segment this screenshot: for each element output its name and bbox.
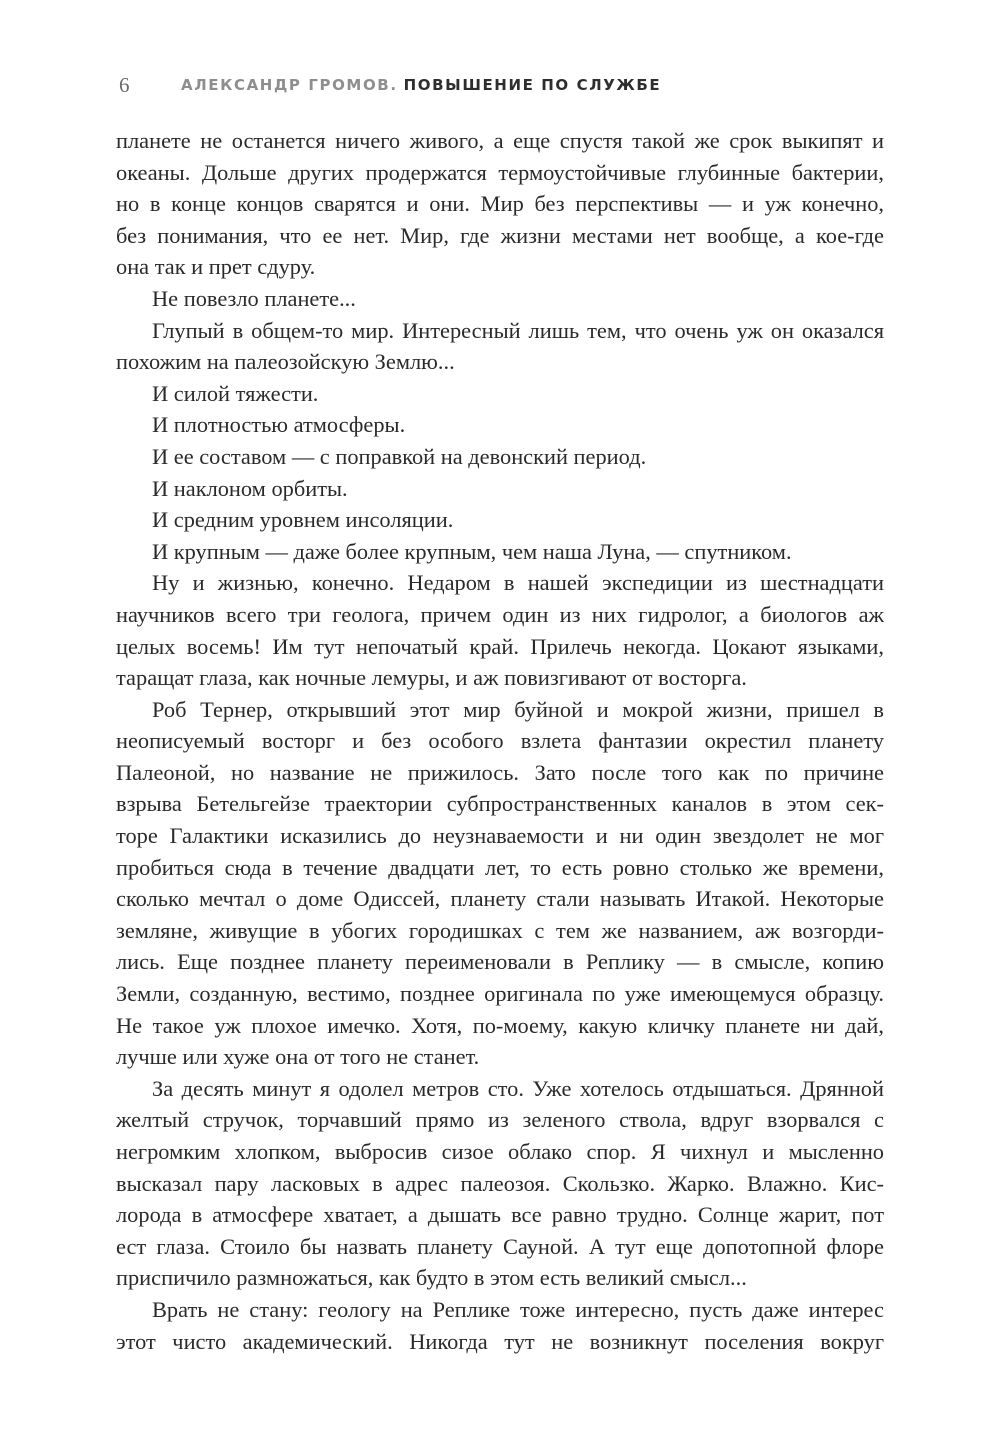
text-line: приспичило размножаться, как будто в этом есть великий смысл... bbox=[116, 1265, 747, 1291]
text-line: И средним уровнем инсоляции. bbox=[152, 507, 454, 533]
book-title: ПОВЫШЕНИЕ ПО СЛУЖБЕ bbox=[403, 76, 662, 94]
text-line: но в конце концов сварятся и они. Мир без перспективы — и уж конечно, bbox=[116, 191, 884, 217]
text-line: высказал пару ласковых в адрес палеозоя. Скользко. Жарко. Влажно. Кис- bbox=[116, 1170, 884, 1196]
text-line: похожим на палеозойскую Землю... bbox=[116, 349, 455, 375]
paragraph bbox=[116, 409, 884, 441]
text-line: взрыва Бетельгейзе траектории субпространственных каналов в этом сек- bbox=[116, 791, 884, 817]
text-line: Земли, созданную, вестимо, позднее оригинала по уже имеющемуся образцу. bbox=[116, 981, 884, 1007]
text-line: И ее составом — с поправкой на девонский период. bbox=[152, 443, 647, 469]
paragraph bbox=[116, 378, 884, 410]
text-line: И наклоном орбиты. bbox=[152, 475, 348, 501]
text-line: планете не останется ничего живого, а еще спустя такой же срок выкипят и bbox=[116, 128, 884, 153]
text-line: За десять минут я одолел метров сто. Уже хотелось отдышаться. Дрянной bbox=[152, 1075, 884, 1101]
paragraph bbox=[116, 1294, 884, 1357]
text-line: земляне, живущие в убогих городишках с тем же названием, аж возгорди- bbox=[116, 917, 884, 943]
page-number: 6 bbox=[119, 72, 130, 97]
text-line: Врать не стану: геологу на Реплике тоже интересно, пусть даже интерес bbox=[152, 1296, 884, 1322]
paragraph bbox=[116, 283, 884, 315]
body-text bbox=[116, 125, 884, 1357]
text-line: лись. Еще позднее планету переименовали в Реплику — в смысле, копию bbox=[116, 949, 884, 975]
text-line: неописуемый восторг и без особого взлета фантазии окрестил планету bbox=[116, 728, 884, 754]
text-line: сколько мечтал о доме Одиссей, планету стали называть Итакой. Некоторые bbox=[116, 886, 884, 912]
text-line: целых восемь! Им тут непочатый край. Прилечь некогда. Цокают языками, bbox=[116, 633, 884, 659]
text-line: океаны. Дольше других продержатся термоустойчивые глубинные бактерии, bbox=[116, 159, 884, 185]
text-line: ест глаза. Стоило бы назвать планету Сауной. А тут еще допотопной флоре bbox=[116, 1233, 884, 1259]
running-head bbox=[119, 70, 661, 100]
paragraph bbox=[116, 504, 884, 536]
text-line: таращат глаза, как ночные лемуры, и аж повизгивают от восторга. bbox=[116, 665, 747, 691]
text-line: без понимания, что ее нет. Мир, где жизни местами нет вообще, а кое-где bbox=[116, 222, 884, 248]
text-line: желтый стручок, торчавший прямо из зеленого ствола, вдруг взорвался с bbox=[116, 1107, 884, 1133]
text-line: негромким хлопком, выбросив сизое облако спор. Я чихнул и мысленно bbox=[116, 1139, 884, 1164]
text-line: И крупным — даже более крупным, чем наша Луна, — спутником. bbox=[152, 538, 792, 564]
author-name: АЛЕКСАНДР ГРОМОВ. bbox=[181, 76, 398, 94]
text-line: пробиться сюда в течение двадцати лет, то есть ровно столько же времени, bbox=[116, 854, 884, 880]
text-line: Палеоной, но название не прижилось. Зато после того как по причине bbox=[116, 759, 884, 785]
paragraph bbox=[116, 441, 884, 473]
text-line: Роб Тернер, открывший этот мир буйной и мокрой жизни, пришел в bbox=[152, 696, 884, 722]
text-line: Не такое уж плохое имечко. Хотя, по-моему, какую кличку планете ни дай, bbox=[116, 1012, 884, 1038]
text-line: Не повезло планете... bbox=[152, 285, 356, 311]
text-line: научников всего три геолога, причем один из них гидролог, а биологов аж bbox=[116, 601, 884, 627]
text-line: этот чисто академический. Никогда тут не возникнут поселения вокруг bbox=[116, 1328, 884, 1354]
paragraph bbox=[116, 1073, 884, 1294]
text-line: Глупый в общем-то мир. Интересный лишь тем, что очень уж он оказался bbox=[152, 317, 884, 343]
paragraph bbox=[116, 567, 884, 693]
paragraph bbox=[116, 125, 884, 283]
text-line: И плотностью атмосферы. bbox=[152, 412, 406, 438]
text-line: она так и прет сдуру. bbox=[116, 254, 316, 280]
text-line: Ну и жизнью, конечно. Недаром в нашей экспедиции из шестнадцати bbox=[152, 570, 884, 596]
text-line: торе Галактики исказились до неузнаваемости и ни один звездолет не мог bbox=[116, 823, 884, 849]
text-line: И силой тяжести. bbox=[152, 380, 319, 406]
paragraph bbox=[116, 473, 884, 505]
paragraph bbox=[116, 315, 884, 378]
text-line: лорода в атмосфере хватает, а дышать все равно трудно. Солнце жарит, пот bbox=[116, 1202, 884, 1228]
paragraph bbox=[116, 536, 884, 568]
paragraph bbox=[116, 694, 884, 1073]
text-line: лучше или хуже она от того не станет. bbox=[116, 1044, 480, 1070]
